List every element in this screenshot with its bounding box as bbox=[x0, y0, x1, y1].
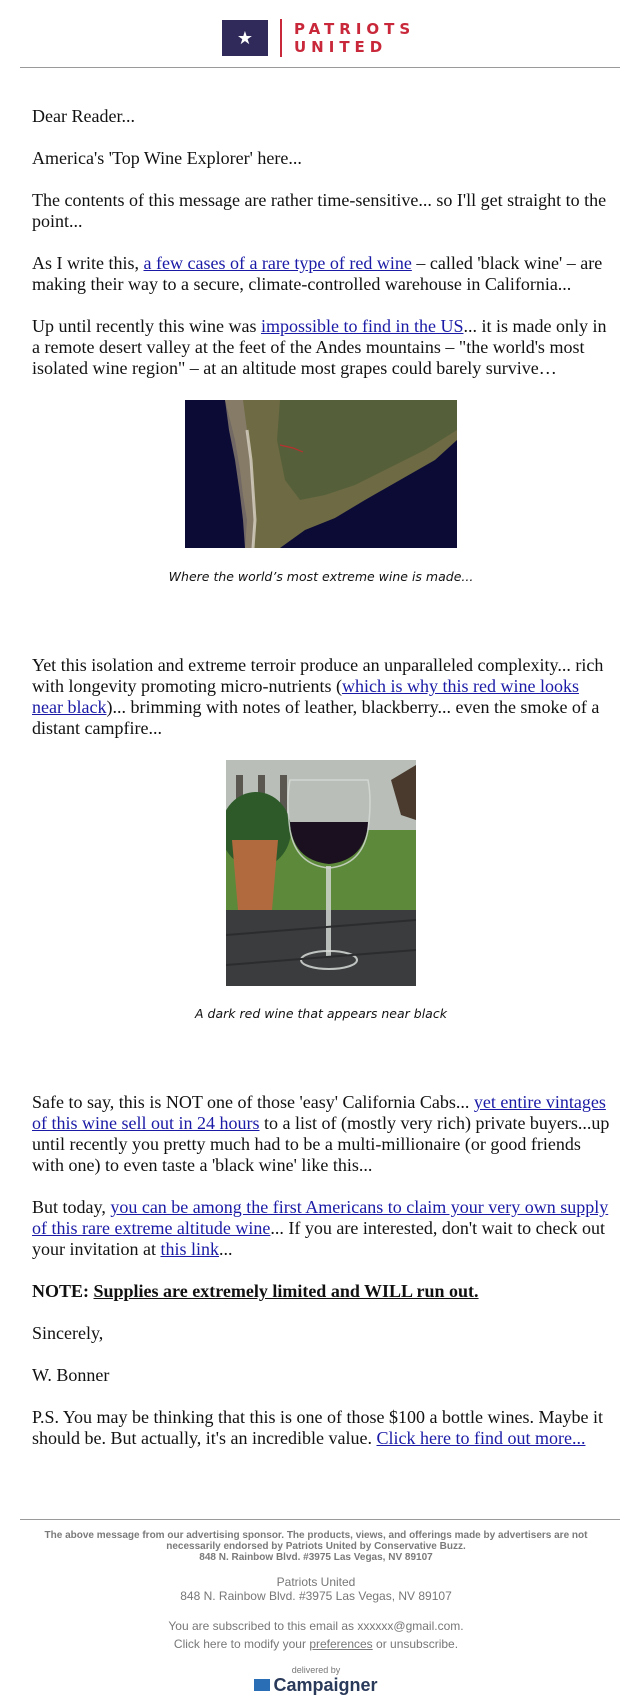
envelope-icon bbox=[254, 1679, 270, 1691]
map-caption: Where the world’s most extreme wine is made... bbox=[168, 569, 474, 584]
near-black-link[interactable]: which is why this red wine looks near black bbox=[32, 676, 579, 717]
logo-line-2: UNITED bbox=[294, 38, 388, 56]
paragraph-rare-wine: As I write this, a few cases of a rare type of red wine – called 'black wine' – are making their way to a secure, climate-controlled warehouse in California... bbox=[32, 253, 603, 294]
map-figure bbox=[32, 400, 610, 587]
star-icon: ★ bbox=[222, 20, 268, 56]
postscript: P.S. You may be thinking that this is one of those $100 a bottle wines. Maybe it should be. But actually, it's an incredible value. Click here to find out more... bbox=[32, 1407, 603, 1448]
note: NOTE: Supplies are extremely limited and WILL run out. bbox=[32, 1281, 479, 1301]
vintages-link[interactable]: yet entire vintages of this wine sell out in 24 hours bbox=[32, 1092, 606, 1133]
impossible-to-find-link[interactable]: impossible to find in the US bbox=[260, 316, 464, 336]
wine-caption: A dark red wine that appears near black bbox=[195, 1006, 447, 1021]
paragraph-time-sensitive: The contents of this message are rather time-sensitive... so I'll get straight to the point... bbox=[32, 190, 607, 231]
claim-supply-link[interactable]: you can be among the first Americans to claim your very own supply of this rare extreme altitude wine bbox=[32, 1197, 609, 1238]
header-divider bbox=[20, 67, 620, 68]
email-body bbox=[32, 106, 610, 1470]
wine-glass-image[interactable] bbox=[226, 760, 416, 986]
logo-divider bbox=[280, 19, 282, 57]
disclaimer-address: 848 N. Rainbow Blvd. #3975 Las Vegas, NV 89107 bbox=[199, 1552, 433, 1563]
campaigner-logo[interactable]: Campaigner bbox=[254, 1675, 377, 1695]
subscribed-email: You are subscribed to this email as xxxxxx@gmail.com. bbox=[168, 1619, 464, 1633]
org-address-block bbox=[0, 1575, 632, 1603]
paragraph-andes: Up until recently this wine was impossible to find in the US... it is made only in a remote desert valley at the feet of the Andes mountains – "the world's most isolated wine region" – at an altitude most grapes could barely survive… bbox=[32, 316, 607, 378]
email-footer bbox=[0, 1520, 632, 1696]
sign-off: Sincerely, bbox=[32, 1323, 104, 1343]
preferences-link[interactable]: preferences bbox=[309, 1637, 373, 1651]
find-out-more-link[interactable]: Click here to find out more... bbox=[376, 1428, 586, 1448]
wine-figure bbox=[32, 760, 610, 1024]
paragraph-claim: But today, you can be among the first Americans to claim your very own supply of this rare extreme altitude wine... If you are interested, don't wait to check out your invitation at this link... bbox=[32, 1197, 609, 1259]
paragraph-vintages: Safe to say, this is NOT one of those 'easy' California Cabs... yet entire vintages of this wine sell out in 24 hours to a list of (mostly very rich) private buyers...up until recently you pretty much had to be a multi-millionaire (or good friends with one) to even taste a 'black wine' like this... bbox=[32, 1092, 610, 1175]
greeting: Dear Reader... bbox=[32, 106, 135, 126]
intro: America's 'Top Wine Explorer' here... bbox=[32, 148, 302, 168]
paragraph-terroir: Yet this isolation and extreme terroir produce an unparalleled complexity... rich with longevity promoting micro-nutrients (which is why this red wine looks near black)... brimming with notes of leather, blackberry... even the smoke of a distant campfire... bbox=[32, 655, 604, 738]
this-link[interactable]: this link bbox=[160, 1239, 219, 1259]
signature: W. Bonner bbox=[32, 1365, 110, 1385]
email-header bbox=[0, 0, 632, 68]
patriots-united-logo[interactable] bbox=[222, 18, 415, 58]
south-america-map-image[interactable] bbox=[185, 400, 457, 548]
org-name: Patriots United bbox=[276, 1575, 356, 1589]
rare-wine-link[interactable]: a few cases of a rare type of red wine bbox=[143, 253, 412, 273]
subscription-info bbox=[0, 1617, 632, 1653]
logo-line-1: PATRIOTS bbox=[294, 20, 416, 38]
modify-preferences: Click here to modify your preferences or unsubscribe. bbox=[173, 1637, 459, 1651]
org-address: 848 N. Rainbow Blvd. #3975 Las Vegas, NV 89107 bbox=[180, 1589, 452, 1603]
logo-wordmark bbox=[294, 20, 415, 56]
delivered-by-label: delivered by bbox=[291, 1665, 341, 1675]
sponsor-disclaimer: The above message from our advertising sponsor. The products, views, and offerings made by advertisers are not necessarily endorsed by Patriots United by Conservative Buzz. 848 N. Rainbow Blvd. #3975 Las Vegas, NV 89107 bbox=[0, 1530, 632, 1563]
note-text: Supplies are extremely limited and WILL run out. bbox=[93, 1281, 479, 1301]
